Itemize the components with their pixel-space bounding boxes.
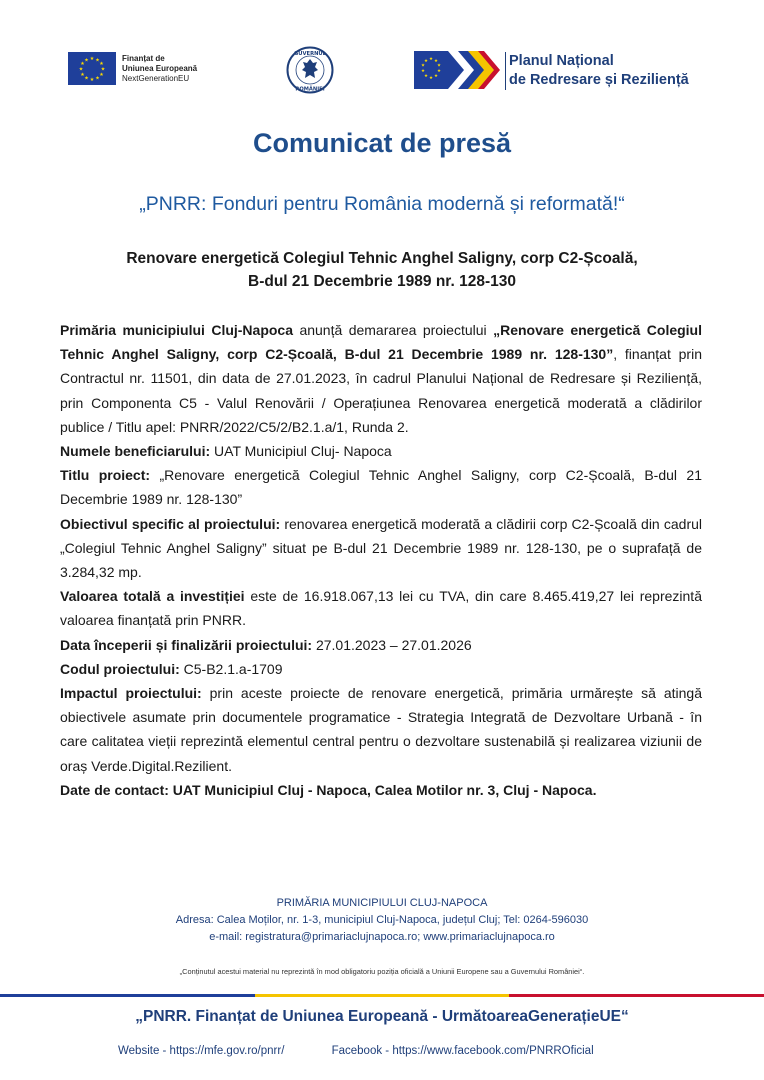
svg-text:★: ★ [420,69,426,74]
project-title-value: „Renovare energetică Colegiul Tehnic Anghel Saligny, corp C2-Școală, B-dul 21 Decembrie 1989 nr. 128-130” [60,467,702,508]
divider-yellow [255,994,509,997]
website-link[interactable]: Website - https://mfe.gov.ro/pnrr/ [118,1045,285,1057]
intro-text1: anunță demararea proiectului [293,322,494,338]
code-line [60,657,702,681]
pnrr-line1: Planul Național [509,53,614,69]
intro-text2: , finanțat prin Contractul nr. 11501, din data de 27.01.2023, în cadrul Planului Național de Redresare și Reziliență, prin Componenta C5 - Valul Renovării / Operațiunea Renovarea energetică moderată a clădirilor publice / Titlu apel: PNRR/2022/C5/2/B2.1.a/1, Runda 2. [60,346,702,435]
project-title-line [60,463,702,511]
seal-top-text: GUVERNUL [294,51,326,58]
objective-line [60,512,702,585]
page-subtitle: „PNRR: Fonduri pentru România modernă și reformată!“ [139,193,625,215]
svg-text:★: ★ [84,75,89,82]
eu-flag-icon [68,52,116,85]
pnrr-slogan: „PNRR. Finanțat de Uniunea Europeană - UrmătoareaGenerațieUE“ [135,1008,629,1025]
beneficiary-line [60,439,702,463]
footer-email: e-mail: registratura@primariaclujnapoca.ro; www.primariaclujnapoca.ro [209,931,555,943]
government-seal-icon [286,46,334,94]
impact-line [60,681,702,778]
svg-text:★: ★ [89,77,95,83]
eu-line2: Uniunea Europeană [122,64,198,73]
svg-text:★: ★ [100,66,106,73]
page-title: Comunicat de presă [252,128,512,158]
project-title-label: Titlu proiect: [60,467,151,484]
value-label: Valoarea totală a investiției [60,588,245,605]
svg-text:★: ★ [433,74,439,79]
svg-text:★: ★ [95,57,100,64]
impact-label: Impactul proiectului: [60,685,202,702]
eu-funding-label [122,54,197,84]
contact-text: Date de contact: UAT Municipiul Cluj - Napoca, Calea Motilor nr. 3, Cluj - Napoca. [60,781,597,798]
footer-address: Adresa: Calea Moților, nr. 1-3, municipiul Cluj-Napoca, județul Cluj; Tel: 0264-596030 [175,914,589,926]
svg-text:★: ★ [80,61,85,67]
svg-text:★: ★ [423,74,429,79]
dates-label: Data începerii și finalizării proiectului: [60,636,313,653]
beneficiary-label: Numele beneficiarului: [60,443,211,460]
impact-value: prin aceste proiecte de renovare energetică, primăria urmărește să atingă obiectivele asumate prin documentele programatice - Strategia Integrată de Dezvoltare Urbană - în care calitatea vieții reprezintă elementul central pentru o dezvoltare sustenabilă și realizarea viziunii de oraș Verde.Digital.Rezilient. [60,685,702,774]
svg-text:★: ★ [428,76,434,81]
pnrr-logo-icon [414,47,500,93]
divider-blue [0,994,255,997]
seal-bottom-text: ROMÂNIEI [295,86,325,93]
intro-paragraph [60,318,702,439]
facebook-link[interactable]: Facebook - https://www.facebook.com/PNRROficial [331,1045,594,1057]
disclaimer-text: „Conținutul acestui material nu reprezintă în mod obligatoriu poziția oficială a Uniunii Europene sau a Guvernului României“. [179,967,585,976]
footer-links [118,1045,594,1057]
svg-text:★: ★ [423,59,429,64]
svg-text:★: ★ [99,61,104,67]
divider-red [509,994,764,997]
beneficiary-value: UAT Municipiul Cluj- Napoca [210,443,392,460]
intro-project: „Renovare energetică Colegiul Tehnic Anghel Saligny, corp C2-Școală, B-dul 21 Decembrie 1989 nr. 128-130” [60,322,702,363]
svg-text:★: ★ [428,57,434,62]
svg-text:★: ★ [420,63,426,69]
svg-text:★: ★ [78,66,84,73]
svg-text:★: ★ [95,75,100,82]
footer-org: PRIMĂRIA MUNICIPIULUI CLUJ-NAPOCA [276,897,488,909]
eu-line3: NextGenerationEU [122,74,190,83]
pnrr-line2: de Redresare și Reziliență [509,72,689,88]
press-release-body [60,318,702,802]
svg-text:★: ★ [436,63,442,69]
dates-line [60,633,702,657]
svg-text:★: ★ [436,69,442,74]
contact-line [60,778,702,802]
tricolor-divider [0,994,764,997]
intro-issuer: Primăria municipiului Cluj-Napoca [60,322,294,338]
objective-value: renovarea energetică moderată a clădirii corp C2-Școală din cadrul „Colegiul Tehnic Anghel Saligny” situat pe B-dul 21 Decembrie 1989 nr. 128-130, pe o suprafață de 3.284,32 mp. [60,515,703,581]
svg-text:★: ★ [84,57,89,64]
project-heading [60,247,704,293]
code-value: C5-B2.1.a-1709 [179,660,283,677]
project-heading-line1: Renovare energetică Colegiul Tehnic Anghel Saligny, corp C2-Școală, [126,250,638,267]
city-hall-footer [0,895,764,946]
dates-value: 27.01.2023 – 27.01.2026 [312,636,472,653]
objective-label: Obiectivul specific al proiectului: [60,515,281,532]
svg-text:★: ★ [89,56,95,62]
eu-line1: Finanțat de [122,54,165,63]
svg-text:★: ★ [80,72,85,78]
code-label: Codul proiectului: [60,660,180,677]
project-heading-line2: B-dul 21 Decembrie 1989 nr. 128-130 [248,273,516,290]
pnrr-label [505,52,689,90]
value-value: este de 16.918.067,13 lei cu TVA, din care 8.465.419,27 lei reprezintă valoarea finanțată prin PNRR. [60,588,702,629]
svg-text:★: ★ [99,72,104,78]
svg-text:★: ★ [433,59,439,64]
value-line [60,584,702,632]
